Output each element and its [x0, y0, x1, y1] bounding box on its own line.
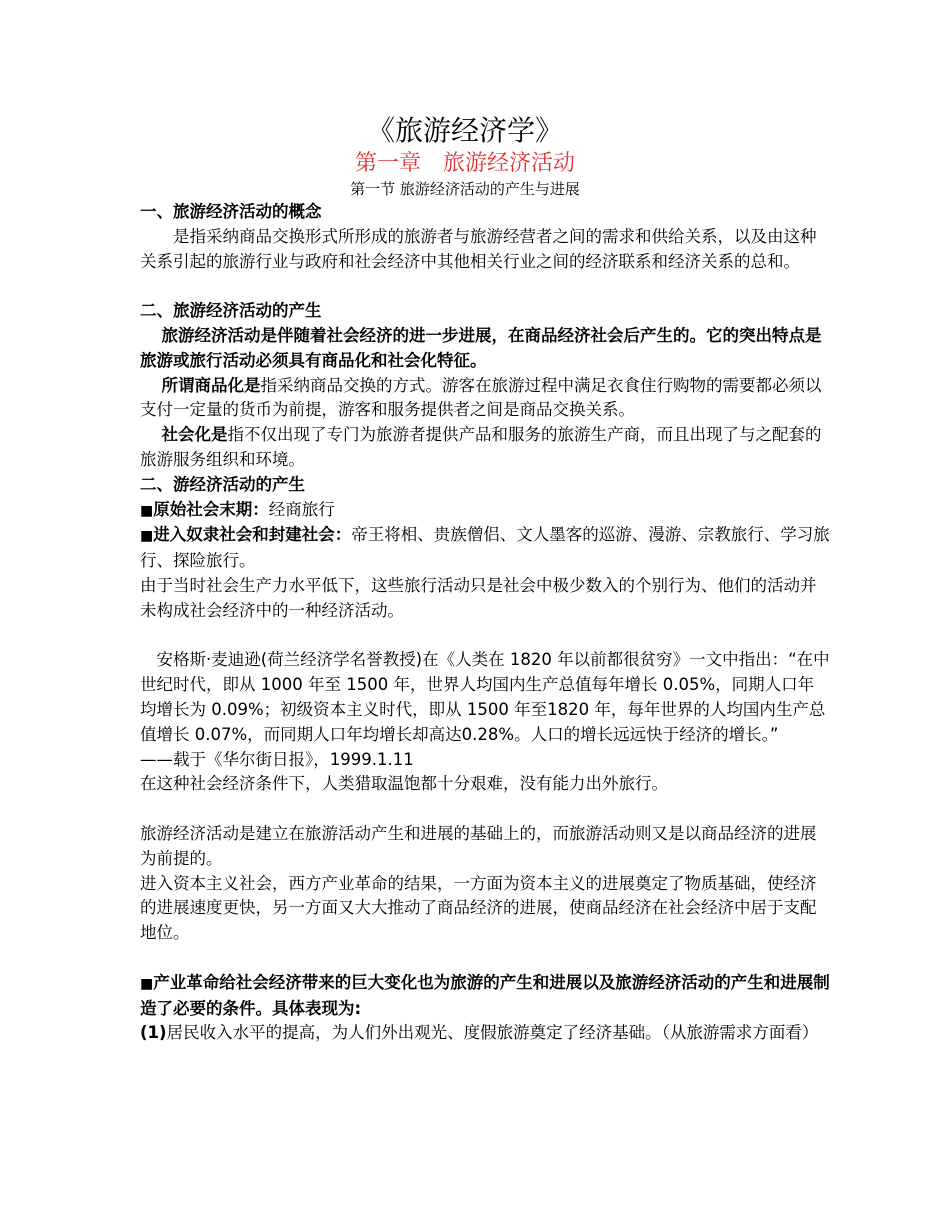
document-body: [140, 112, 830, 1046]
commodification-paragraph: [140, 374, 830, 424]
socialization-text: 指不仅出现了专门为旅游者提供产品和服务的旅游生产商，而且出现了与之配套的旅游服务组织和环境。: [140, 425, 822, 469]
heading-concept: 一、旅游经济活动的概念: [140, 202, 322, 221]
quote-conclusion: 在这种社会经济条件下，人类猎取温饱都十分艰难，没有能力出外旅行。: [140, 774, 668, 794]
square-bullet-icon: ■: [140, 502, 154, 519]
heading-origin: 二、旅游经济活动的产生: [140, 301, 322, 321]
history-paragraph: 由于当时社会生产力水平低下，这些旅行活动只是社会中极少数入的个别行为、他们的活动并未构成社会经济中的一种经济活动。: [140, 575, 817, 620]
primitive-label: 原始社会末期：: [153, 499, 269, 519]
origin-bold-paragraph: 旅游经济活动是伴随着社会经济的进一步进展，在商品经济社会后产生的。它的突出特点是旅游或旅行活动必须具有商品化和社会化特征。: [140, 325, 822, 370]
spacer: [140, 624, 830, 649]
spacer: [140, 797, 830, 822]
commodification-label: 所谓商品化是: [161, 375, 261, 395]
list-item-primitive: [140, 498, 830, 524]
heading-history: 二、游经济活动的产生: [140, 474, 305, 494]
quote-source: ——载于《华尔街日报》，1999.1.11: [140, 749, 414, 769]
feudal-text: 帝王将相、贵族僧侣、文人墨客的巡游、漫游、宗教旅行、学习旅行、探险旅行。: [140, 525, 830, 571]
commodification-text: 指采纳商品交换的方式。游客在旅游过程中满足衣食住行购物的需要都必须以支付一定量的货币为前提，游客和服务提供者之间是商品交换关系。: [140, 375, 822, 420]
industrial-revolution-paragraph: [140, 971, 830, 1022]
socialization-paragraph: [140, 423, 830, 473]
socialization-label: 社会化是: [161, 425, 228, 445]
section-title: 第一节 旅游经济活动的产生与进展: [350, 180, 580, 198]
spacer: [140, 274, 830, 299]
maddison-quote: 安格斯·麦迪逊(荷兰经济学名誉教授)在《人类在 1820 年以前都很贫穷》一文中指出：“在中世纪时代，即从 1000 年至 1500 年，世界人均国内生产总值每年增长 0.05%，同期人口年均增长为 0.09%；初级资本主义时代，即从 1500 年至1820 年，每年世界的人均国内生产总值增长 0.07%，而同期人口年均增长却高达0.28%。人口的增长远远快于经济的增长。”: [140, 650, 830, 744]
square-bullet-icon: ■: [140, 528, 154, 545]
primitive-text: 经商旅行: [268, 499, 335, 519]
chapter-title: 第一章 旅游经济活动: [354, 151, 575, 176]
feudal-label: 进入奴隶社会和封建社会：: [153, 525, 352, 545]
square-bullet-icon: ■: [140, 975, 154, 992]
income-text: 居民收入水平的提高，为人们外出观光、度假旅游奠定了经济基础。（从旅游需求方面看）: [166, 1023, 819, 1043]
item-number: (1): [140, 1023, 167, 1043]
list-item-income: [140, 1021, 830, 1046]
industrial-revolution-text: 产业革命给社会经济带来的巨大变化也为旅游的产生和进展以及旅游经济活动的产生和进展制造了必要的条件。具体表现为:: [140, 972, 830, 1018]
list-item-feudal: [140, 523, 830, 574]
capitalism-paragraph: 进入资本主义社会，西方产业革命的结果，一方面为资本主义的进展奠定了物质基础，使经济的进展速度更快，另一方面又大大推动了商品经济的进展，使商品经济在社会经济中居于支配地位。: [140, 873, 817, 943]
document-title: 《旅游经济学》: [366, 114, 563, 147]
concept-paragraph: 是指采纳商品交换形式所形成的旅游者与旅游经营者之间的需求和供给关系，以及由这种关系引起的旅游行业与政府和社会经济中其他相关行业之间的经济联系和经济关系的总和。: [140, 226, 817, 271]
basis-paragraph: 旅游经济活动是建立在旅游活动产生和进展的基础上的，而旅游活动则又是以商品经济的进展为前提的。: [140, 823, 817, 868]
spacer: [140, 946, 830, 971]
